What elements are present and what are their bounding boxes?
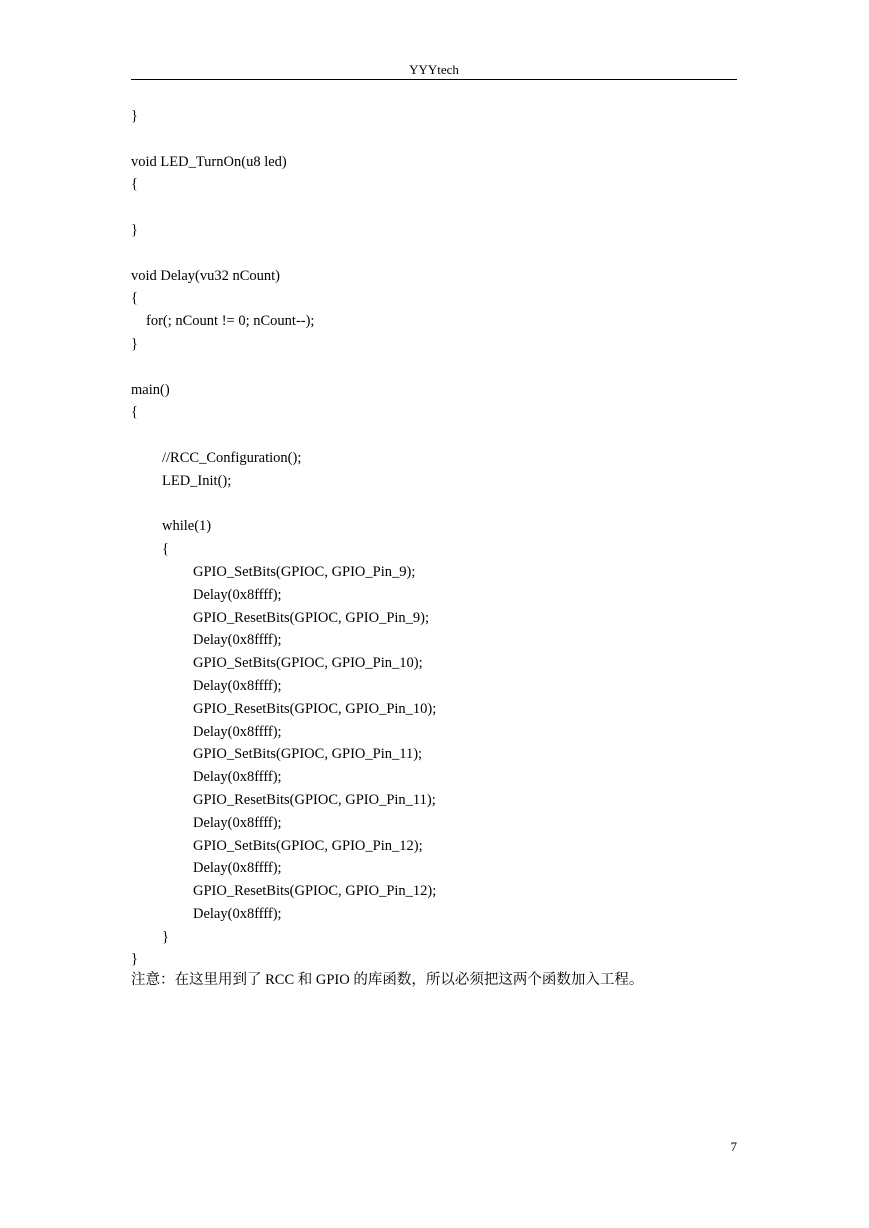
code-line: { (131, 290, 138, 307)
code-line: Delay(0x8ffff); (193, 723, 282, 740)
code-line: while(1) (162, 518, 212, 535)
code-blank-line (131, 196, 737, 219)
code-blank-line (131, 493, 737, 516)
code-line: GPIO_ResetBits(GPIOC, GPIO_Pin_10); (193, 700, 437, 717)
code-line: { (162, 541, 169, 558)
code-blank-line (131, 128, 737, 151)
code-line: { (131, 404, 138, 421)
code-line: GPIO_SetBits(GPIOC, GPIO_Pin_11); (193, 746, 423, 763)
code-line: GPIO_ResetBits(GPIOC, GPIO_Pin_12); (193, 883, 437, 900)
code-line: GPIO_SetBits(GPIOC, GPIO_Pin_12); (193, 837, 423, 854)
code-line: Delay(0x8ffff); (193, 860, 282, 877)
code-line: Delay(0x8ffff); (193, 632, 282, 649)
code-blank-line (131, 424, 737, 447)
page-number: 7 (730, 1139, 737, 1154)
code-line: //RCC_Configuration(); (162, 449, 302, 466)
code-blank-line (131, 356, 737, 379)
code-line: GPIO_ResetBits(GPIOC, GPIO_Pin_11); (193, 791, 436, 808)
code-line: void LED_TurnOn(u8 led) (131, 153, 287, 170)
note-paragraph: 注意：在这里用到了 RCC 和 GPIO 的库函数，所以必须把这两个函数加入工程。 (131, 972, 644, 988)
code-line: } (131, 108, 138, 124)
code-line: } (162, 928, 169, 945)
code-listing (131, 105, 737, 971)
code-line: Delay(0x8ffff); (193, 905, 282, 922)
header-divider (131, 79, 737, 80)
code-line: Delay(0x8ffff); (193, 769, 282, 786)
code-line: GPIO_SetBits(GPIOC, GPIO_Pin_9); (193, 563, 416, 580)
code-line: } (131, 951, 138, 968)
code-line: GPIO_ResetBits(GPIOC, GPIO_Pin_9); (193, 609, 430, 626)
code-line: GPIO_SetBits(GPIOC, GPIO_Pin_10); (193, 655, 423, 672)
code-blank-line (131, 242, 737, 265)
code-line: void Delay(vu32 nCount) (131, 267, 281, 284)
code-line: main() (131, 381, 170, 398)
code-line: Delay(0x8ffff); (193, 677, 282, 694)
code-line: LED_Init(); (162, 472, 232, 489)
page-header: YYYtech (409, 62, 459, 77)
code-line: } (131, 335, 138, 352)
code-line: for(; nCount != 0; nCount--); (146, 313, 315, 330)
code-line: Delay(0x8ffff); (193, 814, 282, 831)
code-line: } (131, 221, 138, 238)
code-line: Delay(0x8ffff); (193, 586, 282, 603)
code-line: { (131, 176, 138, 193)
